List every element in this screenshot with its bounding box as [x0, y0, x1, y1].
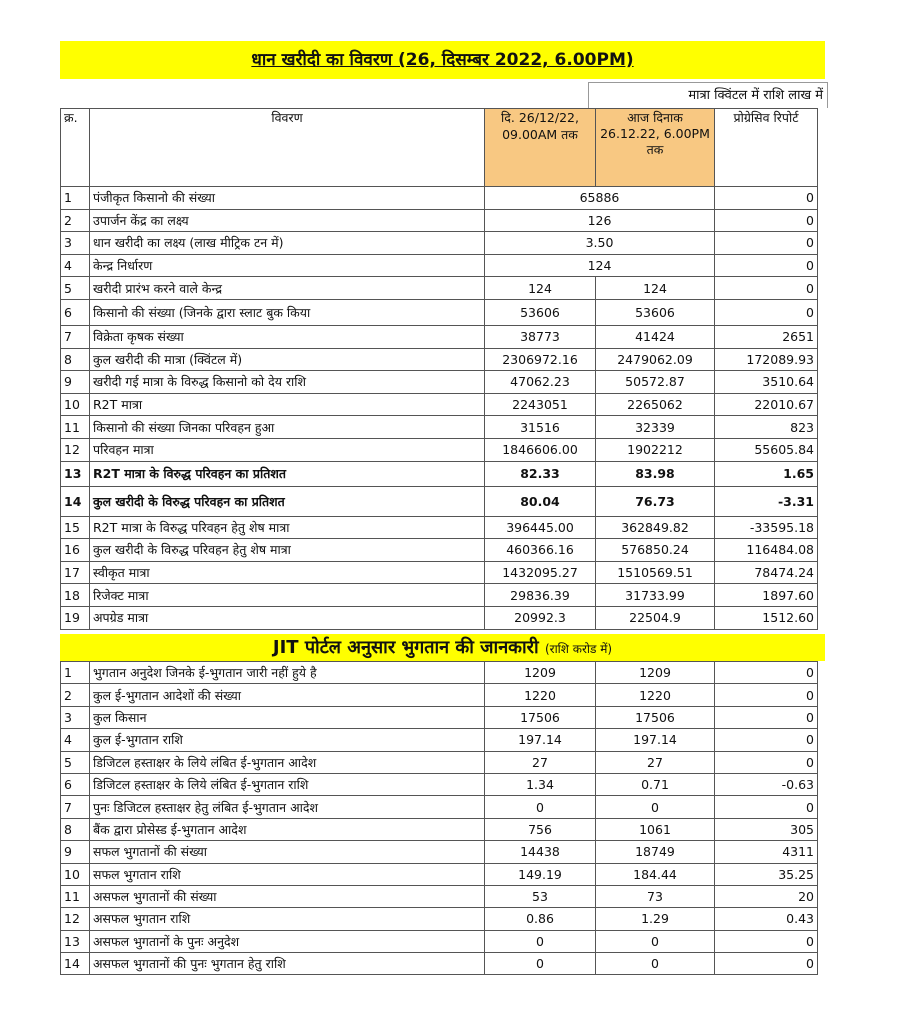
cell-sn: 18	[61, 584, 90, 607]
table-row	[61, 863, 818, 885]
cell-c2: 1.29	[596, 908, 715, 930]
cell-c3: 823	[715, 416, 818, 439]
cell-c3: 172089.93	[715, 348, 818, 371]
cell-c3: 20	[715, 885, 818, 907]
cell-desc: कुल किसान	[90, 706, 485, 728]
cell-c2: 362849.82	[596, 516, 715, 539]
cell-desc: पंजीकृत किसानो की संख्या	[90, 187, 485, 210]
cell-sn: 12	[61, 438, 90, 461]
table-row	[61, 232, 818, 255]
cell-c1: 0	[485, 953, 596, 975]
cell-sn: 1	[61, 662, 90, 684]
cell-c1: 53606	[485, 299, 596, 325]
cell-desc: असफल भुगतानों के पुनः अनुदेश	[90, 930, 485, 952]
cell-merged: 3.50	[485, 232, 715, 255]
table-row	[61, 930, 818, 952]
table-row	[61, 818, 818, 840]
cell-c1: 17506	[485, 706, 596, 728]
cell-c1: 2306972.16	[485, 348, 596, 371]
cell-sn: 4	[61, 254, 90, 277]
cell-c3: 35.25	[715, 863, 818, 885]
cell-c2: 0	[596, 930, 715, 952]
header-sn: क्र.	[61, 109, 90, 187]
cell-sn: 14	[61, 486, 90, 516]
table-row	[61, 325, 818, 348]
cell-c3: 116484.08	[715, 539, 818, 562]
cell-desc: स्वीकृत मात्रा	[90, 561, 485, 584]
table-row	[61, 438, 818, 461]
cell-c3: 0	[715, 953, 818, 975]
table-row	[61, 953, 818, 975]
cell-desc: असफल भुगतानों की संख्या	[90, 885, 485, 907]
cell-desc: कुल खरीदी की मात्रा (क्विंटल में)	[90, 348, 485, 371]
cell-sn: 11	[61, 885, 90, 907]
cell-sn: 9	[61, 371, 90, 394]
unit-note: मात्रा क्विंटल में राशि लाख में	[588, 82, 828, 108]
cell-sn: 14	[61, 953, 90, 975]
cell-sn: 6	[61, 773, 90, 795]
cell-desc: खरीदी गई मात्रा के विरुद्ध किसानो को देय राशि	[90, 371, 485, 394]
cell-c2: 27	[596, 751, 715, 773]
table-row	[61, 796, 818, 818]
cell-c3: 1897.60	[715, 584, 818, 607]
cell-c3: 78474.24	[715, 561, 818, 584]
cell-sn: 16	[61, 539, 90, 562]
cell-c3: 0	[715, 684, 818, 706]
cell-c1: 80.04	[485, 486, 596, 516]
cell-c2: 83.98	[596, 461, 715, 486]
cell-desc: कुल खरीदी के विरुद्ध परिवहन हेतु शेष मात्रा	[90, 539, 485, 562]
cell-c2: 0	[596, 953, 715, 975]
cell-desc: R2T मात्रा के विरुद्ध परिवहन हेतु शेष मात्रा	[90, 516, 485, 539]
cell-c1: 1.34	[485, 773, 596, 795]
cell-c3: 0	[715, 277, 818, 300]
cell-c3: 22010.67	[715, 393, 818, 416]
cell-desc: परिवहन मात्रा	[90, 438, 485, 461]
cell-sn: 7	[61, 796, 90, 818]
table-row	[61, 773, 818, 795]
cell-c2: 1220	[596, 684, 715, 706]
cell-sn: 9	[61, 841, 90, 863]
table-header-row	[61, 109, 818, 187]
cell-c1: 47062.23	[485, 371, 596, 394]
cell-sn: 11	[61, 416, 90, 439]
cell-c3: 0	[715, 930, 818, 952]
cell-desc: डिजिटल हस्ताक्षर के लिये लंबित ई-भुगतान राशि	[90, 773, 485, 795]
cell-c2: 0.71	[596, 773, 715, 795]
cell-c2: 73	[596, 885, 715, 907]
cell-c3: 4311	[715, 841, 818, 863]
cell-sn: 19	[61, 606, 90, 629]
cell-c2: 124	[596, 277, 715, 300]
cell-desc: R2T मात्रा के विरुद्ध परिवहन का प्रतिशत	[90, 461, 485, 486]
cell-c1: 460366.16	[485, 539, 596, 562]
cell-c3: 0	[715, 232, 818, 255]
cell-c3: 0.43	[715, 908, 818, 930]
cell-c1: 197.14	[485, 729, 596, 751]
cell-desc: किसानो की संख्या जिनका परिवहन हुआ	[90, 416, 485, 439]
cell-c1: 31516	[485, 416, 596, 439]
cell-c2: 2479062.09	[596, 348, 715, 371]
cell-merged: 65886	[485, 187, 715, 210]
cell-c1: 29836.39	[485, 584, 596, 607]
cell-desc: असफल भुगतान राशि	[90, 908, 485, 930]
cell-c3: 0	[715, 706, 818, 728]
cell-c1: 1209	[485, 662, 596, 684]
cell-c3: 2651	[715, 325, 818, 348]
cell-c1: 1220	[485, 684, 596, 706]
table-row	[61, 729, 818, 751]
cell-desc: भुगतान अनुदेश जिनके ई-भुगतान जारी नहीं हुये है	[90, 662, 485, 684]
table-row	[61, 908, 818, 930]
cell-c2: 197.14	[596, 729, 715, 751]
cell-sn: 3	[61, 232, 90, 255]
cell-c3: -3.31	[715, 486, 818, 516]
table-row	[61, 539, 818, 562]
cell-c2: 184.44	[596, 863, 715, 885]
table-row	[61, 299, 818, 325]
cell-desc: अपग्रेड मात्रा	[90, 606, 485, 629]
cell-c1: 14438	[485, 841, 596, 863]
cell-c2: 1510569.51	[596, 561, 715, 584]
cell-sn: 13	[61, 930, 90, 952]
cell-c3: 0	[715, 729, 818, 751]
table-row	[61, 561, 818, 584]
cell-sn: 17	[61, 561, 90, 584]
cell-c1: 149.19	[485, 863, 596, 885]
cell-c2: 576850.24	[596, 539, 715, 562]
table-row	[61, 254, 818, 277]
cell-c1: 27	[485, 751, 596, 773]
cell-sn: 12	[61, 908, 90, 930]
cell-sn: 15	[61, 516, 90, 539]
payment-table	[60, 661, 818, 975]
cell-c2: 50572.87	[596, 371, 715, 394]
cell-c1: 124	[485, 277, 596, 300]
cell-c1: 0.86	[485, 908, 596, 930]
header-desc: विवरण	[90, 109, 485, 187]
cell-sn: 2	[61, 209, 90, 232]
cell-sn: 8	[61, 818, 90, 840]
section2-note: (राशि करोड में)	[544, 642, 613, 656]
cell-c2: 22504.9	[596, 606, 715, 629]
cell-c3: 0	[715, 662, 818, 684]
cell-sn: 5	[61, 277, 90, 300]
cell-c3: -33595.18	[715, 516, 818, 539]
table-row	[61, 371, 818, 394]
cell-sn: 13	[61, 461, 90, 486]
cell-sn: 6	[61, 299, 90, 325]
cell-c3: 0	[715, 796, 818, 818]
cell-c1: 38773	[485, 325, 596, 348]
cell-c2: 1902212	[596, 438, 715, 461]
cell-c3: 3510.64	[715, 371, 818, 394]
cell-merged: 126	[485, 209, 715, 232]
cell-c3: 0	[715, 187, 818, 210]
table-row	[61, 662, 818, 684]
cell-c1: 396445.00	[485, 516, 596, 539]
cell-sn: 8	[61, 348, 90, 371]
cell-desc: कुल खरीदी के विरुद्ध परिवहन का प्रतिशत	[90, 486, 485, 516]
table-row	[61, 187, 818, 210]
cell-c2: 53606	[596, 299, 715, 325]
cell-c3: 1.65	[715, 461, 818, 486]
section2-banner	[60, 634, 825, 661]
table-row	[61, 416, 818, 439]
cell-c2: 41424	[596, 325, 715, 348]
cell-desc: R2T मात्रा	[90, 393, 485, 416]
cell-c2: 76.73	[596, 486, 715, 516]
cell-c2: 17506	[596, 706, 715, 728]
table-row	[61, 516, 818, 539]
cell-desc: बैंक द्वारा प्रोसेस्ड ई-भुगतान आदेश	[90, 818, 485, 840]
cell-sn: 3	[61, 706, 90, 728]
table-row	[61, 461, 818, 486]
cell-c1: 1846606.00	[485, 438, 596, 461]
cell-c1: 53	[485, 885, 596, 907]
table-row	[61, 277, 818, 300]
table-row	[61, 486, 818, 516]
cell-sn: 4	[61, 729, 90, 751]
table-row	[61, 684, 818, 706]
header-col1: दि. 26/12/22, 09.00AM तक	[485, 109, 596, 187]
cell-c3: 0	[715, 209, 818, 232]
cell-c1: 0	[485, 796, 596, 818]
cell-c3: 0	[715, 751, 818, 773]
cell-c2: 31733.99	[596, 584, 715, 607]
cell-c1: 2243051	[485, 393, 596, 416]
procurement-table	[60, 108, 818, 630]
cell-c3: 1512.60	[715, 606, 818, 629]
report-title-banner	[60, 41, 825, 79]
table-row	[61, 885, 818, 907]
cell-desc: रिजेक्ट मात्रा	[90, 584, 485, 607]
cell-desc: कुल ई-भुगतान आदेशों की संख्या	[90, 684, 485, 706]
cell-merged: 124	[485, 254, 715, 277]
table-row	[61, 348, 818, 371]
cell-desc: केन्द्र निर्धारण	[90, 254, 485, 277]
cell-c2: 32339	[596, 416, 715, 439]
table-row	[61, 209, 818, 232]
cell-c2: 0	[596, 796, 715, 818]
cell-c1: 82.33	[485, 461, 596, 486]
cell-c1: 0	[485, 930, 596, 952]
cell-c1: 1432095.27	[485, 561, 596, 584]
cell-c2: 1209	[596, 662, 715, 684]
cell-desc: धान खरीदी का लक्ष्य (लाख मीट्रिक टन में)	[90, 232, 485, 255]
cell-c3: 55605.84	[715, 438, 818, 461]
cell-desc: सफल भुगतानों की संख्या	[90, 841, 485, 863]
cell-desc: खरीदी प्रारंभ करने वाले केन्द्र	[90, 277, 485, 300]
cell-c2: 1061	[596, 818, 715, 840]
cell-sn: 10	[61, 393, 90, 416]
cell-desc: असफल भुगतानों की पुनः भुगतान हेतु राशि	[90, 953, 485, 975]
cell-c3: -0.63	[715, 773, 818, 795]
cell-sn: 10	[61, 863, 90, 885]
cell-desc: विक्रेता कृषक संख्या	[90, 325, 485, 348]
cell-c2: 18749	[596, 841, 715, 863]
cell-c2: 2265062	[596, 393, 715, 416]
cell-c3: 305	[715, 818, 818, 840]
cell-sn: 7	[61, 325, 90, 348]
cell-desc: उपार्जन केंद्र का लक्ष्य	[90, 209, 485, 232]
cell-sn: 5	[61, 751, 90, 773]
section2-title: JIT पोर्टल अनुसार भुगतान की जानकारी	[272, 637, 539, 658]
cell-desc: किसानो की संख्या (जिनके द्वारा स्लाट बुक किया	[90, 299, 485, 325]
table-row	[61, 751, 818, 773]
cell-c3: 0	[715, 254, 818, 277]
table-row	[61, 584, 818, 607]
cell-sn: 2	[61, 684, 90, 706]
table-row	[61, 841, 818, 863]
cell-desc: कुल ई-भुगतान राशि	[90, 729, 485, 751]
cell-desc: सफल भुगतान राशि	[90, 863, 485, 885]
header-col2: आज दिनाक 26.12.22, 6.00PM तक	[596, 109, 715, 187]
header-col3: प्रोग्रेसिव रिपोर्ट	[715, 109, 818, 187]
table-row	[61, 606, 818, 629]
cell-desc: डिजिटल हस्ताक्षर के लिये लंबित ई-भुगतान आदेश	[90, 751, 485, 773]
cell-c1: 20992.3	[485, 606, 596, 629]
table-row	[61, 393, 818, 416]
cell-c3: 0	[715, 299, 818, 325]
report-title: धान खरीदी का विवरण (26, दिसम्बर 2022, 6.00PM)	[251, 50, 634, 70]
cell-desc: पुनः डिजिटल हस्ताक्षर हेतु लंबित ई-भुगतान आदेश	[90, 796, 485, 818]
cell-sn: 1	[61, 187, 90, 210]
cell-c1: 756	[485, 818, 596, 840]
table-row	[61, 706, 818, 728]
